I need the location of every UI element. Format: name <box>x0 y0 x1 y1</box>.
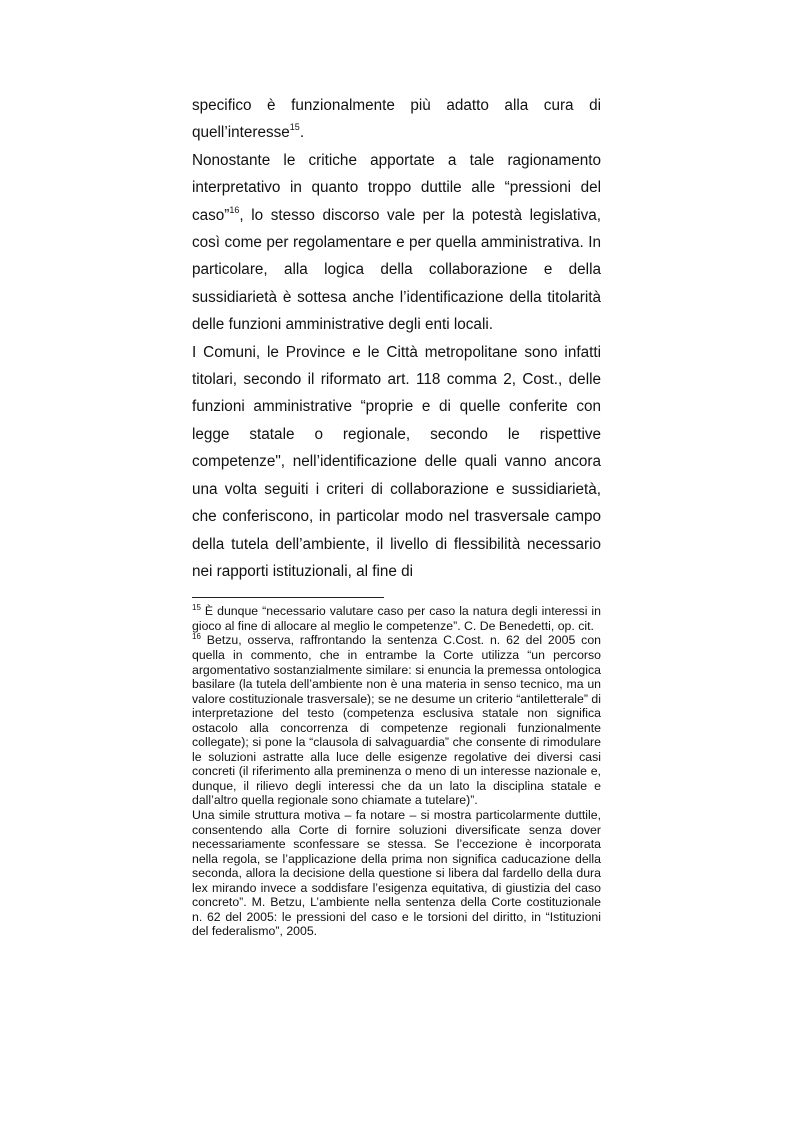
paragraph-2 <box>192 147 601 339</box>
footnote-15-number: 15 <box>192 603 201 613</box>
footnote-16-continuation: Una simile struttura motiva – fa notare – si mostra particolarmente duttile, consentendo alla Corte di fornire soluzioni diversificate senza dover necessariamente sconfessare se stessa. Se l’eccezione è incorporata nella regola, se l’applicazione della prima non significa caducazione della seconda, allora la decisione della questione si libera dal fardello della dura lex mirando invece a soddisfare l’esigenza equitativa, di giustizia del caso concreto”. M. Betzu, L’ambiente nella sentenza della Corte costituzionale n. 62 del 2005: le pressioni del caso e le torsioni del diritto, in “Istituzioni del federalismo”, 2005. <box>192 807 601 939</box>
document-page <box>192 92 601 939</box>
footnote-16 <box>192 633 601 808</box>
footnote-15 <box>192 604 601 633</box>
footnote-16-number: 16 <box>192 632 201 642</box>
paragraph-2-text-a: Nonostante le critiche apportate a tale ragionamento interpretativo in quanto troppo duttile alle “pressioni del caso” <box>192 151 601 224</box>
paragraph-1 <box>192 92 601 147</box>
footnote-15-text: È dunque “necessario valutare caso per caso la natura degli interessi in gioco al fine di allocare al meglio le competenze”. C. De Benedetti, op. cit. <box>192 604 601 633</box>
paragraph-1-text: specifico è funzionalmente più adatto alla cura di quell’interesse <box>192 97 601 142</box>
paragraph-1-end: . <box>299 124 305 142</box>
footnote-ref-15: 15 <box>289 122 300 133</box>
footnote-separator <box>192 597 384 598</box>
body-text <box>192 92 601 585</box>
footnote-16-text: Betzu, osserva, raffrontando la sentenza C.Cost. n. 62 del 2005 con quella in commento, che in entrambe la Corte utilizza “un percorso argomentativo sostanzialmente similare: si enuncia la premessa ontologica basilare (la tutela dell’ambiente non è una materia in senso tecnico, ma un valore costituzionale trasversale); se ne desume un criterio “antiletterale” di interpretazione del testo (competenza esclusiva statale non significa ostacolo alla concorrenza di competenze regionali funzionalmente collegate); si pone la “clausola di salvaguardia” che consente di rimodulare le soluzioni astratte alla luce delle esigenze regolative dei diversi casi concreti (il riferimento alla preminenza o meno di un interesse nazionale e, dunque, il rilievo degli interessi che da un lato la disciplina statale e dall’altro quella regionale sono chiamate a tutelare)”. <box>192 633 601 808</box>
footnotes <box>192 604 601 939</box>
paragraph-3: I Comuni, le Province e le Città metropolitane sono infatti titolari, secondo il riformato art. 118 comma 2, Cost., delle funzioni amministrative “proprie e di quelle conferite con legge statale o regionale, secondo le rispettive competenze", nell’identificazione delle quali vanno ancora una volta seguiti i criteri di collaborazione e sussidiarietà, che conferiscono, in particolar modo nel trasversale campo della tutela dell’ambiente, il livello di flessibilità necessario nei rapporti istituzionali, al fine di <box>192 343 601 580</box>
footnote-ref-16: 16 <box>229 204 240 215</box>
paragraph-2-text-b: , lo stesso discorso vale per la potestà legislativa, così come per regolamentare e per quella amministrativa. In particolare, alla logica della collaborazione e della sussidiarietà è sottesa anche l’identificazione della titolarità delle funzioni amministrative degli enti locali. <box>192 206 601 334</box>
